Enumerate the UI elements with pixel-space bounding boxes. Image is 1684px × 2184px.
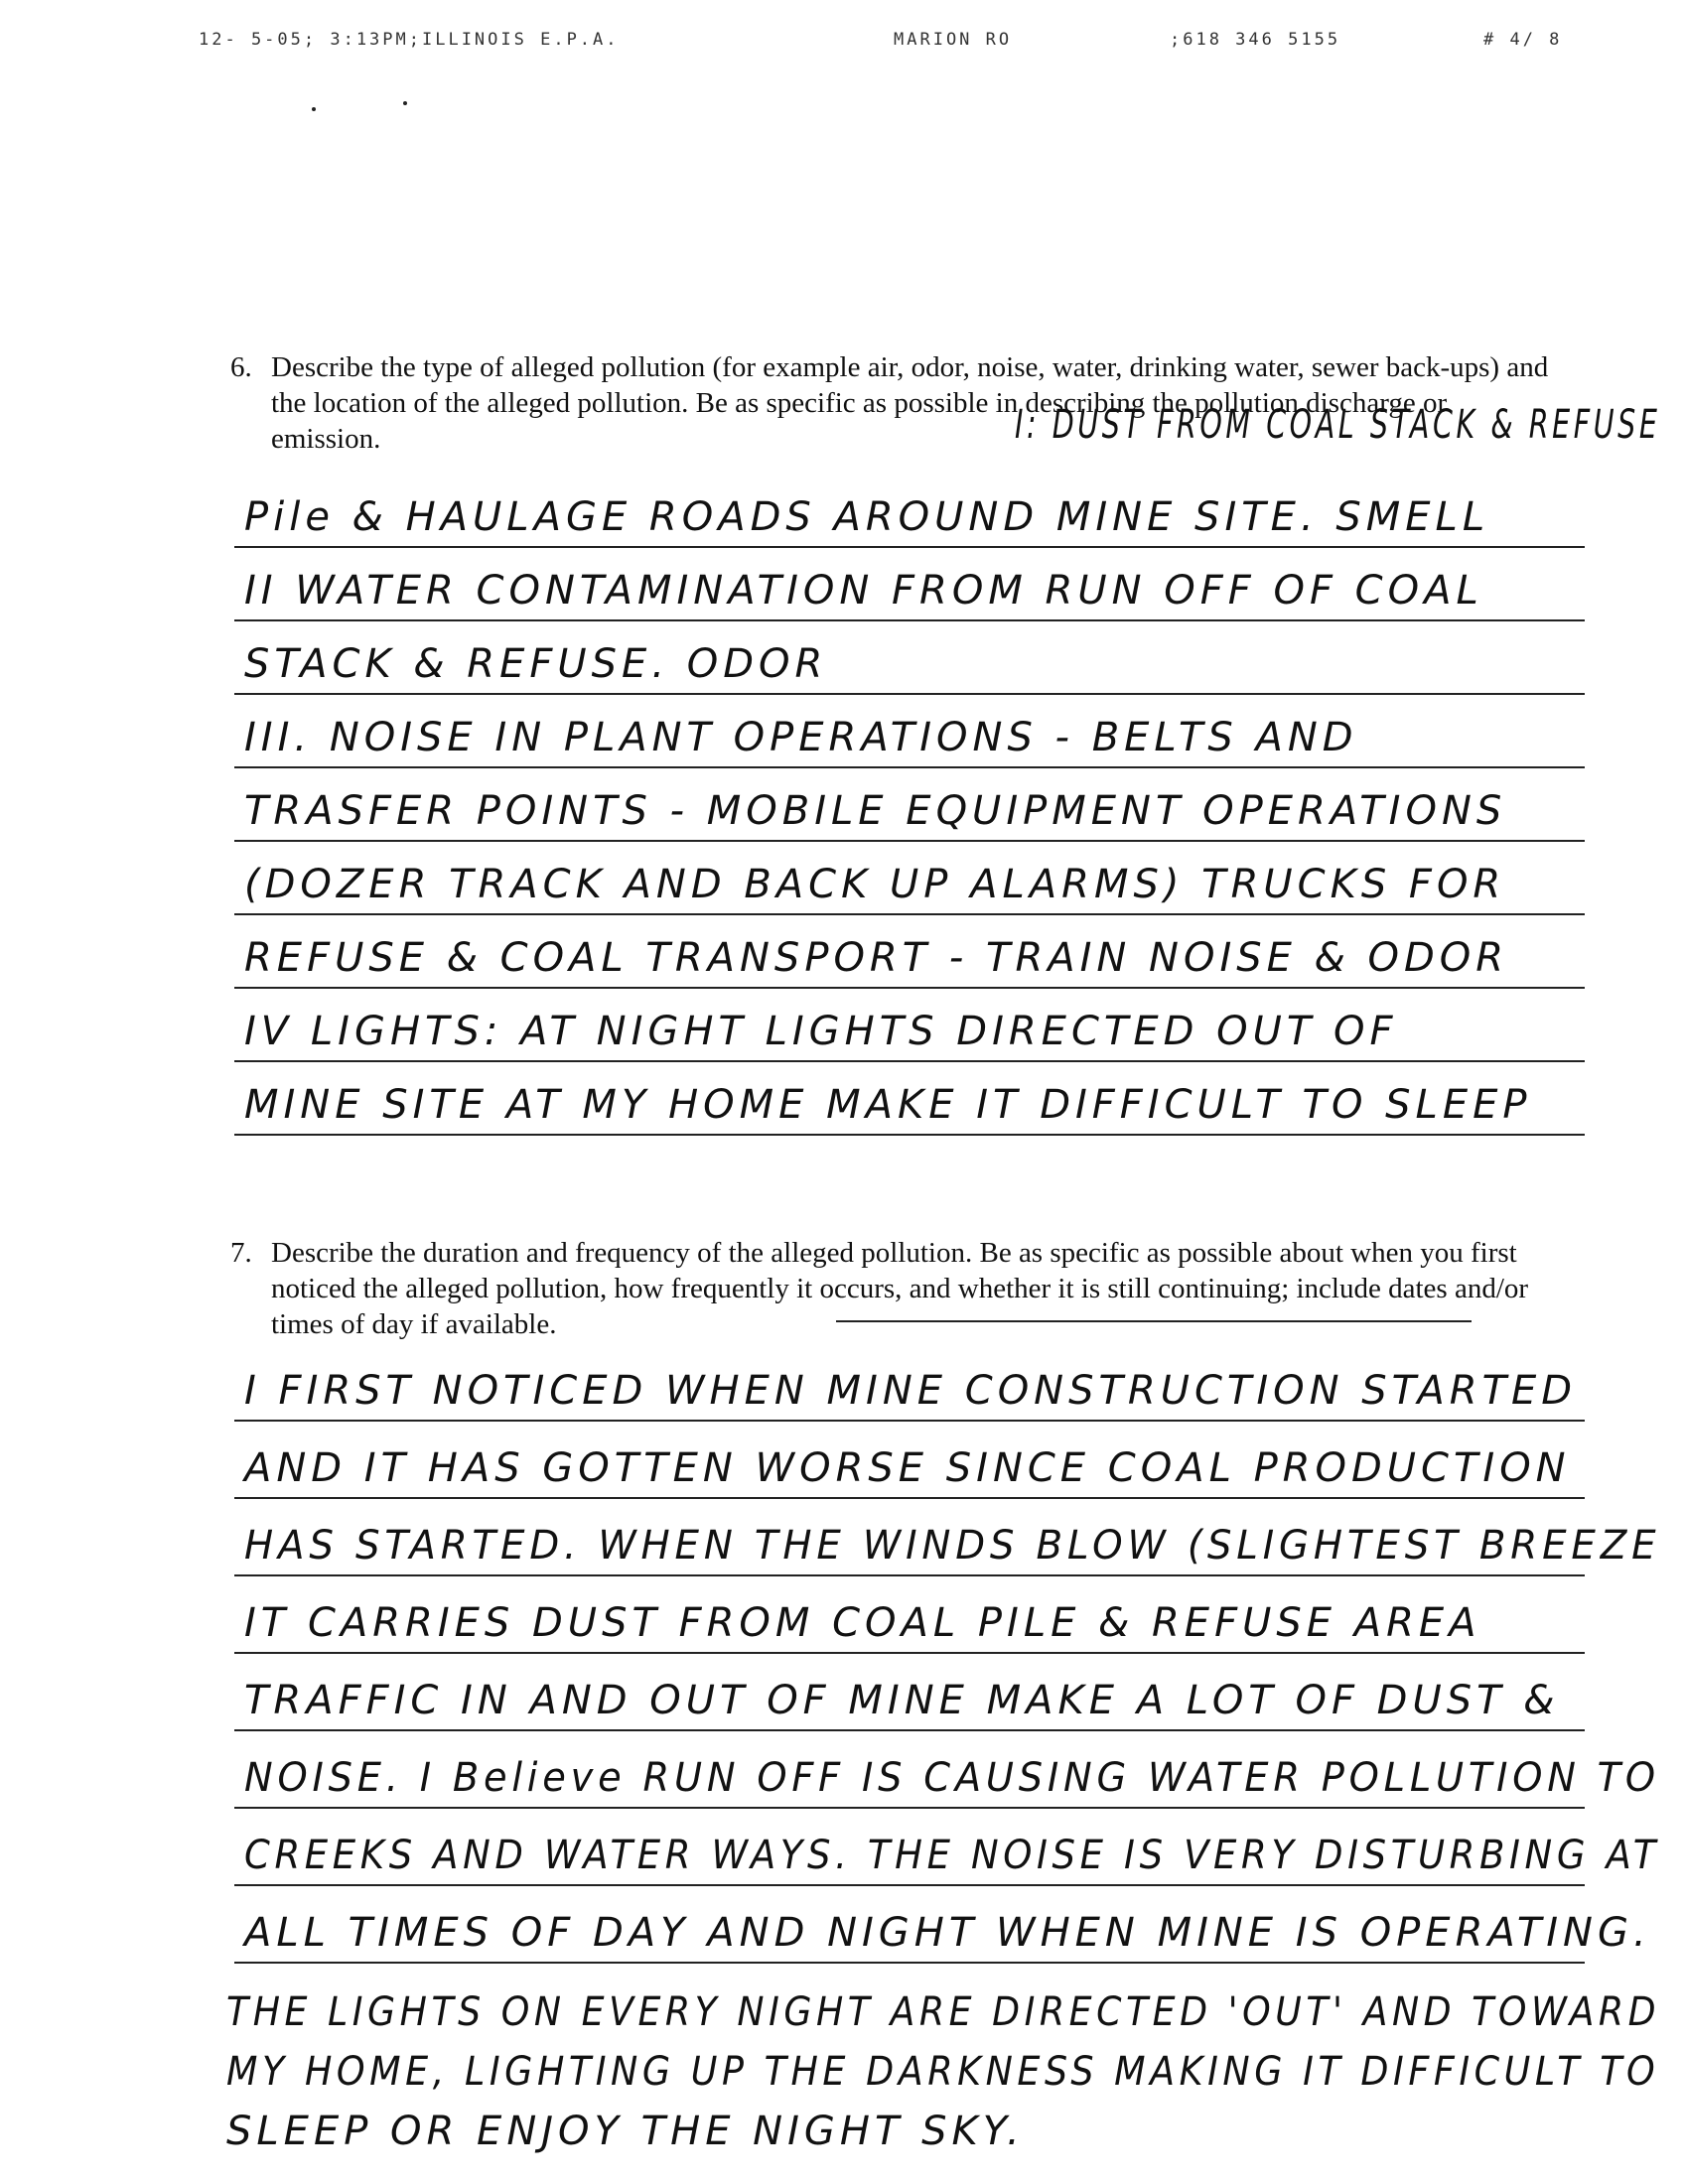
handwritten-answer: IT CARRIES DUST FROM COAL PILE & REFUSE AREA <box>244 1600 1481 1646</box>
answer-line <box>234 1433 1585 1499</box>
handwritten-answer: CREEKS AND WATER WAYS. THE NOISE IS VERY DISTURBING AT <box>244 1833 1661 1878</box>
fax-header <box>0 30 1684 60</box>
handwritten-answer: MY HOME, LIGHTING UP THE DARKNESS MAKING IT DIFFICULT TO <box>226 2049 1660 2095</box>
handwritten-answer: TRAFFIC IN AND OUT OF MINE MAKE A LOT OF DUST & <box>244 1678 1560 1723</box>
handwritten-answer: III. NOISE IN PLANT OPERATIONS - BELTS AND <box>244 715 1358 760</box>
handwritten-answer: II WATER CONTAMINATION FROM RUN OFF OF COAL <box>244 568 1483 614</box>
question-prompt: Describe the duration and frequency of the alleged pollution. Be as specific as possible about when you first noticed the alleged pollution, how frequently it occurs, and whether it is still continuing; include dates and/or times of day if available. <box>271 1237 1529 1340</box>
handwritten-answer: REFUSE & COAL TRANSPORT - TRAIN NOISE & ODOR <box>244 935 1509 981</box>
answer-line <box>234 1511 1661 1576</box>
fax-datetime: 12- 5-05; 3:13PM;ILLINOIS E.P.A. <box>199 30 620 50</box>
handwritten-answer: IV LIGHTS: AT NIGHT LIGHTS DIRECTED OUT OF <box>244 1009 1398 1054</box>
answer-line <box>234 1588 1585 1654</box>
handwritten-answer: SLEEP OR ENJOY THE NIGHT SKY. <box>226 2109 1025 2154</box>
handwritten-answer: I FIRST NOTICED WHEN MINE CONSTRUCTION STARTED <box>244 1368 1578 1414</box>
answer-line <box>234 703 1585 768</box>
handwritten-answer: THE LIGHTS ON EVERY NIGHT ARE DIRECTED 'OUT' AND TOWARD <box>226 1989 1661 2035</box>
handwritten-answer: NOISE. I Believe RUN OFF IS CAUSING WATER POLLUTION TO <box>244 1755 1660 1801</box>
question-number: 7. <box>230 1237 252 1269</box>
question-7 <box>230 1235 1551 1342</box>
handwritten-answer: AND IT HAS GOTTEN WORSE SINCE COAL PRODUCTION <box>244 1445 1571 1491</box>
answer-blank-line <box>836 1320 1472 1322</box>
question-prompt: Describe the type of alleged pollution (for example air, odor, noise, water, drinking water, sewer back-ups) and the location of the alleged pollution. Be as specific as possible in describing the pollution discharge or emission. <box>271 351 1549 455</box>
answer-line <box>234 482 1585 548</box>
handwritten-answer: TRASFER POINTS - MOBILE EQUIPMENT OPERATIONS <box>244 788 1507 834</box>
scan-speck <box>312 107 316 111</box>
fax-sender: MARION RO <box>894 30 1013 50</box>
scan-speck <box>403 101 407 105</box>
answer-line <box>234 629 1585 695</box>
handwritten-answer: (DOZER TRACK AND BACK UP ALARMS) TRUCKS FOR <box>244 862 1506 907</box>
handwritten-answer: ALL TIMES OF DAY AND NIGHT WHEN MINE IS OPERATING. <box>244 1910 1651 1956</box>
answer-line <box>234 1666 1585 1731</box>
answer-line <box>234 1898 1651 1964</box>
handwritten-answer: STACK & REFUSE. ODOR <box>244 641 828 687</box>
answer-line <box>234 997 1585 1062</box>
question-6 <box>230 349 1661 457</box>
question-number: 6. <box>230 351 252 383</box>
handwritten-answer-inline: I: DUST FROM COAL STACK & REFUSE <box>1015 402 1661 448</box>
answer-line <box>234 850 1585 915</box>
answer-line <box>234 1743 1660 1809</box>
answer-line <box>234 1356 1585 1422</box>
fax-phone: ;618 346 5155 <box>1170 30 1341 50</box>
answer-line <box>234 1821 1661 1886</box>
handwritten-answer: Pile & HAULAGE ROADS AROUND MINE SITE. SMELL <box>244 494 1490 540</box>
answer-line <box>234 556 1585 621</box>
answer-line <box>234 1070 1585 1136</box>
handwritten-answer: HAS STARTED. WHEN THE WINDS BLOW (SLIGHTEST BREEZE <box>244 1523 1661 1569</box>
handwritten-answer: MINE SITE AT MY HOME MAKE IT DIFFICULT TO SLEEP <box>244 1082 1532 1128</box>
answer-line <box>234 776 1585 842</box>
fax-page-number: # 4/ 8 <box>1483 30 1563 50</box>
answer-line <box>234 923 1585 989</box>
